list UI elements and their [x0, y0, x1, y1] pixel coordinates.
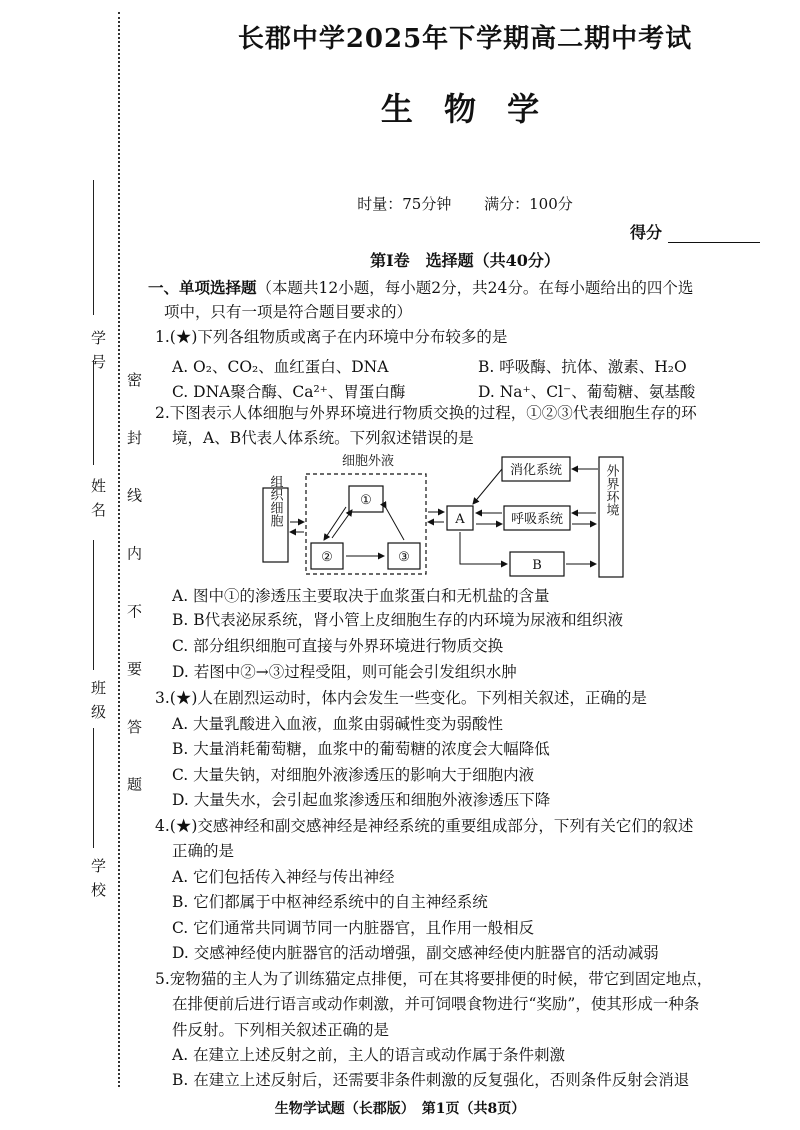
digestive-label: 消化系统 [509, 463, 563, 478]
seal-warning: 密 封 线 内 不 要 答 题 [125, 372, 143, 811]
page-footer: 生物学试题（长郡版） 第1页（共8页） [274, 1101, 526, 1117]
q1-option-a[interactable]: A. O₂、CO₂、血红蛋白、DNA [172, 358, 389, 376]
system-b-label: B [532, 558, 542, 573]
q5-option-a[interactable]: A. 在建立上述反射之前，主人的语言或动作属于条件刺激 [172, 1046, 566, 1064]
q4-stem-2: 正确的是 [172, 842, 235, 860]
extracellular-label: 细胞外液 [341, 454, 395, 469]
seal-dotted-line [118, 12, 120, 1087]
exam-title: 长郡中学2025年下学期高二期中考试 [237, 24, 693, 54]
field-school[interactable] [93, 728, 94, 848]
field-name[interactable] [93, 360, 94, 465]
arrow-3-to-1 [386, 508, 404, 540]
q3-option-d[interactable]: D. 大量失水，会引起血浆渗透压和细胞外液渗透压下降 [172, 791, 551, 809]
q2-stem-1: 2.下图表示人体细胞与外界环境进行物质交换的过程，①②③代表细胞生存的环 [155, 404, 697, 422]
q2-diagram [258, 452, 630, 582]
q2-option-a[interactable]: A. 图中①的渗透压主要取决于血浆蛋白和无机盐的含量 [172, 587, 550, 605]
time-limit: 时量：75分钟 [357, 195, 452, 213]
part1-desc-1: （本题共12小题，每小题2分，共24分。在每小题给出的四个选 [256, 279, 694, 297]
label-school: 学 校 [89, 858, 107, 899]
node-2-label: ② [321, 550, 333, 565]
q5-stem-1: 5.宠物猫的主人为了训练猫定点排便，可在其将要排便的时候，带它到固定地点， [155, 970, 713, 988]
system-a-label: A [455, 512, 465, 527]
score-box [630, 220, 760, 243]
respiratory-label: 呼吸系统 [510, 512, 564, 527]
label-name: 姓 名 [89, 478, 107, 519]
q2-option-b[interactable]: B. B代表泌尿系统，肾小管上皮细胞生存的内环境为尿液和组织液 [172, 611, 624, 629]
q3-option-a[interactable]: A. 大量乳酸进入血液，血浆由弱碱性变为弱酸性 [172, 715, 504, 733]
field-class[interactable] [93, 540, 94, 670]
q1-option-c[interactable]: C. DNA聚合酶、Ca²⁺、胃蛋白酶 [172, 383, 406, 401]
q2-option-c[interactable]: C. 部分组织细胞可直接与外界环境进行物质交换 [172, 637, 504, 655]
q1-option-d[interactable]: D. Na⁺、Cl⁻、葡萄糖、氨基酸 [478, 383, 696, 401]
part1-title: 一、单项选择题 [148, 278, 257, 297]
label-student-number: 学 号 [89, 330, 107, 371]
score-field[interactable] [668, 226, 760, 243]
label-class: 班 级 [89, 680, 107, 721]
part1-desc-2: 项中，只有一项是符合题目要求的） [164, 303, 413, 321]
arrow-digestive-to-a [473, 469, 502, 504]
binding-margin [0, 0, 143, 1130]
q4-option-c[interactable]: C. 它们通常共同调节同一内脏器官，且作用一般相反 [172, 919, 535, 937]
q2-option-d[interactable]: D. 若图中②→③过程受阻，则可能会引发组织水肿 [172, 663, 517, 681]
q4-option-d[interactable]: D. 交感神经使内脏器官的活动增强，副交感神经使内脏器官的活动减弱 [172, 944, 659, 962]
q5-stem-3: 件反射。下列相关叙述正确的是 [172, 1021, 390, 1039]
exam-meta [150, 193, 780, 214]
full-score: 满分：100分 [484, 195, 573, 213]
section-title: 第Ⅰ卷 选择题（共40分） [370, 251, 560, 270]
q3-stem: 3.(★)人在剧烈运动时，体内会发生一些变化。下列相关叙述，正确的是 [155, 689, 647, 707]
q4-option-a[interactable]: A. 它们包括传入神经与传出神经 [172, 868, 395, 886]
arrow-a-to-b [460, 532, 507, 564]
q1-stem: 1.(★)下列各组物质或离子在内环境中分布较多的是 [155, 328, 508, 346]
field-student-number[interactable] [93, 180, 94, 315]
q5-stem-2: 在排便前后进行语言或动作刺激，并可饲喂食物进行“奖励”，使其形成一种条 [172, 995, 700, 1013]
external-env-label: 外界环境 [603, 464, 619, 516]
score-label: 得分 [629, 223, 662, 242]
node-1-label: ① [360, 493, 372, 508]
q2-stem-2: 境，A、B代表人体系统。下列叙述错误的是 [172, 429, 474, 447]
q5-option-b[interactable]: B. 在建立上述反射后，还需要非条件刺激的反复强化，否则条件反射会消退 [172, 1071, 690, 1089]
subject-title: 生 物 学 [380, 90, 550, 128]
tissue-cell-label: 组织细胞 [267, 475, 283, 527]
part1-heading [148, 276, 693, 300]
q3-option-c[interactable]: C. 大量失钠，对细胞外液渗透压的影响大于细胞内液 [172, 766, 535, 784]
q1-option-b[interactable]: B. 呼吸酶、抗体、激素、H₂O [478, 358, 687, 376]
q3-option-b[interactable]: B. 大量消耗葡萄糖，血浆中的葡萄糖的浓度会大幅降低 [172, 740, 550, 758]
node-3-label: ③ [398, 550, 410, 565]
q4-stem-1: 4.(★)交感神经和副交感神经是神经系统的重要组成部分，下列有关它们的叙述 [155, 817, 694, 835]
q4-option-b[interactable]: B. 它们都属于中枢神经系统中的自主神经系统 [172, 893, 488, 911]
